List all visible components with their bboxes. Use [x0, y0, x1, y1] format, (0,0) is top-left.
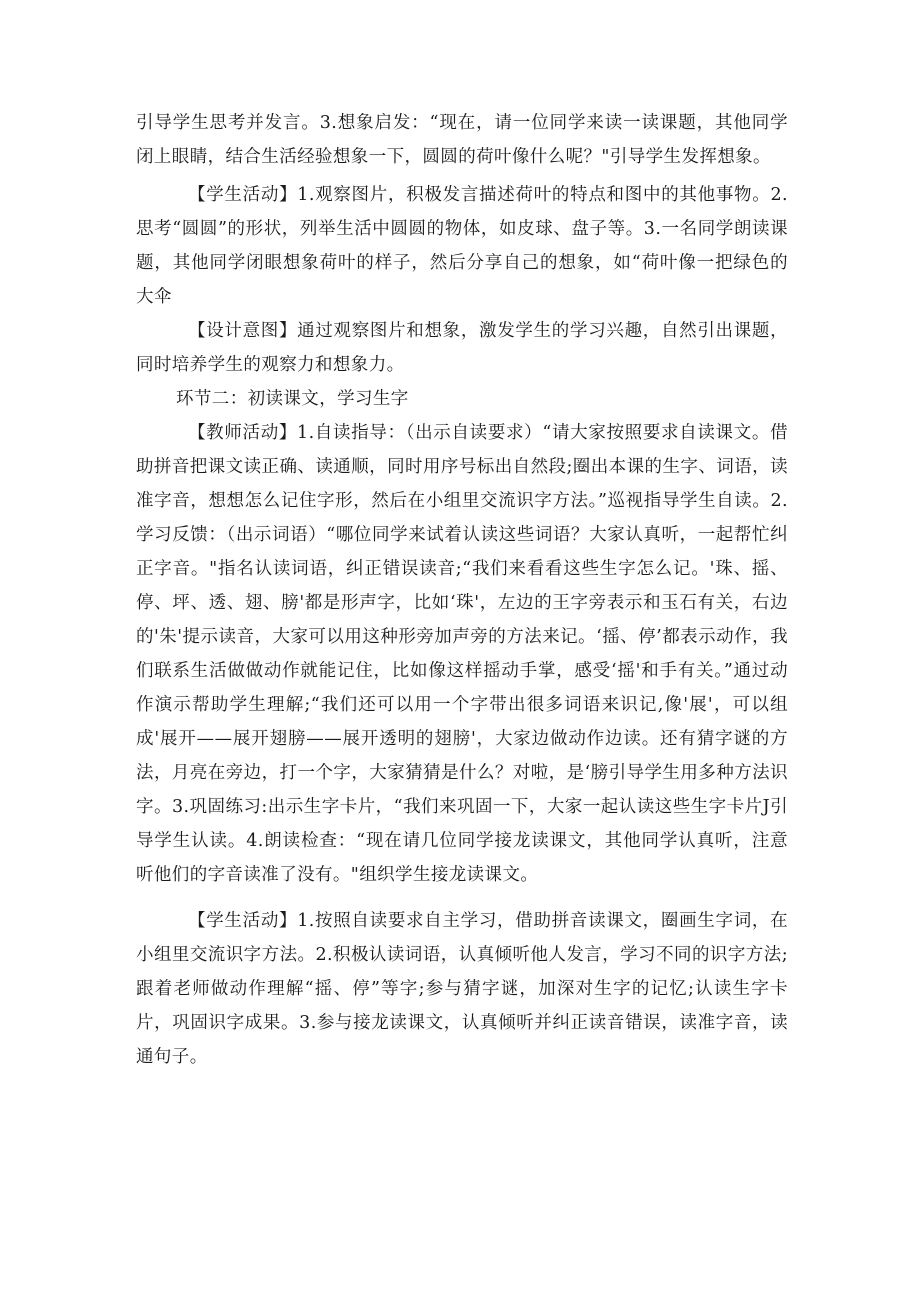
document-page	[136, 106, 788, 1074]
paragraph-student-activity-2: 【学生活动】1.按照自读要求自主学习，借助拼音读课文，圈画生字词，在小组里交流识字方法。2.积极认读词语，认真倾听他人发言，学习不同的识字方法;跟着老师做动作理解“摇、停”等字;参与猜字谜，加深对生字的记忆;认读生字卡片，巩固识字成果。3.参与接龙读课文，认真倾听并纠正读音错误，读准字音，读通句子。	[136, 911, 788, 1067]
paragraph-teacher-activity: 【教师活动】1.自读指导：（出示自读要求）“请大家按照要求自读课文。借助拼音把课文读正确、读通顺，同时用序号标出自然段;圈出本课的生字、词语，读准字音，想想怎么记住字形，然后在小组里交流识字方法。”巡视指导学生自读。2.学习反馈：（出示词语）“哪位同学来试着认读这些词语？大家认真听，一起帮忙纠正字音。"指名认读词语，纠正错误读音;“我们来看看这些生字怎么记。'珠、摇、停、坪、透、翅、膀'都是形声字，比如‘珠'，左边的王字旁表示和玉石有关，右边的'朱'提示读音，大家可以用这种形旁加声旁的方法来记。‘摇、停’都表示动作，我们联系生活做做动作就能记住，比如像这样摇动手掌，感受‘摇'和手有关。”通过动作演示帮助学生理解;“我们还可以用一个字带出很多词语来识记,像'展'，可以组成'展开——展开翅膀——展开透明的翅膀'，大家边做动作边读。还有猜字谜的方法，月亮在旁边，打一个字，大家猜猜是什么？对啦，是‘膀引导学生用多种方法识字。3.巩固练习:出示生字卡片，“我们来巩固一下，大家一起认读这些生字卡片J引导学生认读。4.朗读检查：“现在请几位同学接龙读课文，其他同学认真听，注意听他们的字音读准了没有。"组织学生接龙读课文。	[136, 423, 788, 885]
paragraph-imagination: 引导学生思考并发言。3.想象启发：“现在，请一位同学来读一读课题，其他同学闭上眼睛，结合生活经验想象一下，圆圆的荷叶像什么呢？"引导学生发挥想象。	[136, 113, 788, 167]
section-heading-2: 环节二：初读课文，学习生字	[176, 389, 409, 409]
paragraph-student-activity-1: 【学生活动】1.观察图片，积极发言描述荷叶的特点和图中的其他事物。2.思考“圆圆”的形状，列举生活中圆圆的物体，如皮球、盘子等。3.一名同学朗读课题，其他同学闭眼想象荷叶的样子，然后分享自己的想象，如“荷叶像一把绿色的大伞	[136, 185, 788, 307]
paragraph-design-intent: 【设计意图】通过观察图片和想象，激发学生的学习兴趣，自然引出课题，同时培养学生的观察力和想象力。	[136, 321, 788, 375]
